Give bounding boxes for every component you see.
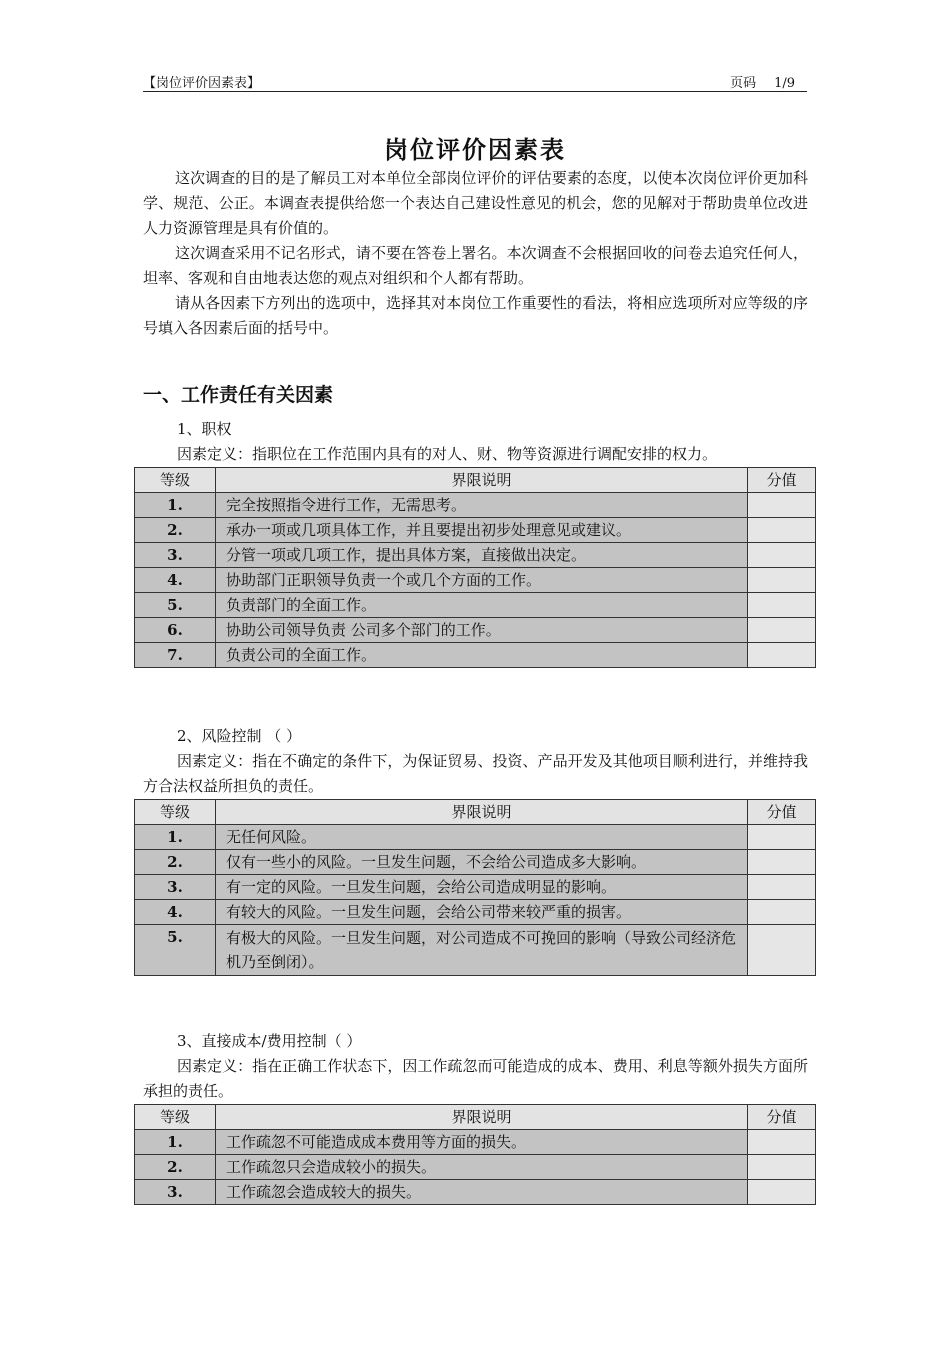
intro-paragraph: 这次调查的目的是了解员工对本单位全部岗位评价的评估要素的态度，以使本次岗位评价更加科学、规范、公正。本调查表提供给您一个表达自己建设性意见的机会，您的见解对于帮助贵单位改进人力资源管理是具有价值的。 [143, 169, 808, 237]
grade-cell: 2. [135, 1155, 216, 1180]
table-row [135, 1130, 816, 1155]
intro-paragraph: 请从各因素下方列出的选项中，选择其对本岗位工作重要性的看法，将相应选项所对应等级的序号填入各因素后面的括号中。 [143, 294, 808, 337]
desc-cell: 有极大的风险。一旦发生问题，对公司造成不可挽回的影响（导致公司经济危机乃至倒闭）。 [216, 925, 748, 976]
header-grade: 等级 [135, 800, 216, 825]
grade-cell: 5. [135, 593, 216, 618]
grade-cell: 4. [135, 568, 216, 593]
table-row [135, 875, 816, 900]
score-cell[interactable] [748, 1130, 816, 1155]
factor-name: 3、直接成本/费用控制（ ） [177, 1032, 362, 1050]
desc-cell: 协助公司领导负责 公司多个部门的工作。 [216, 618, 748, 643]
header-desc: 界限说明 [216, 468, 748, 493]
table-row [135, 900, 816, 925]
score-cell[interactable] [748, 518, 816, 543]
desc-cell: 承办一项或几项具体工作，并且要提出初步处理意见或建议。 [216, 518, 748, 543]
score-cell[interactable] [748, 925, 816, 976]
doc-name: 【岗位评价因素表】 [143, 76, 261, 91]
score-cell[interactable] [748, 593, 816, 618]
desc-cell: 工作疏忽会造成较大的损失。 [216, 1180, 748, 1205]
grade-cell: 3. [135, 543, 216, 568]
table-row [135, 568, 816, 593]
table-header-row [135, 468, 816, 493]
desc-cell: 完全按照指令进行工作，无需思考。 [216, 493, 748, 518]
table-header-row [135, 800, 816, 825]
grade-cell: 6. [135, 618, 216, 643]
grade-cell: 2. [135, 518, 216, 543]
desc-cell: 分管一项或几项工作，提出具体方案，直接做出决定。 [216, 543, 748, 568]
intro-text [143, 166, 808, 341]
table-row [135, 643, 816, 668]
table-header-row [135, 1105, 816, 1130]
header-desc: 界限说明 [216, 800, 748, 825]
table-row [135, 1155, 816, 1180]
score-cell[interactable] [748, 1155, 816, 1180]
factor-direct-cost-control [143, 1029, 808, 1104]
score-cell[interactable] [748, 900, 816, 925]
table-row [135, 593, 816, 618]
factor-risk-control [143, 724, 808, 799]
desc-cell: 无任何风险。 [216, 825, 748, 850]
desc-cell: 负责部门的全面工作。 [216, 593, 748, 618]
factor-definition: 因素定义：指职位在工作范围内具有的对人、财、物等资源进行调配安排的权力。 [177, 445, 718, 463]
table-row [135, 618, 816, 643]
grade-cell: 2. [135, 850, 216, 875]
grade-cell: 3. [135, 875, 216, 900]
page-header [143, 70, 807, 92]
score-cell[interactable] [748, 643, 816, 668]
table-row [135, 1180, 816, 1205]
table-row [135, 518, 816, 543]
grade-cell: 4. [135, 900, 216, 925]
grade-cell: 1. [135, 825, 216, 850]
desc-cell: 有一定的风险。一旦发生问题，会给公司造成明显的影响。 [216, 875, 748, 900]
desc-cell: 负责公司的全面工作。 [216, 643, 748, 668]
intro-paragraph: 这次调查采用不记名形式，请不要在答卷上署名。本次调查不会根据回收的问卷去追究任何人，坦率、客观和自由地表达您的观点对组织和个人都有帮助。 [143, 244, 808, 287]
page-label: 页码 [730, 76, 757, 91]
grade-table-direct-cost-control [134, 1104, 816, 1205]
factor-name: 1、职权 [177, 420, 232, 438]
header-grade: 等级 [135, 468, 216, 493]
factor-definition: 因素定义：指在不确定的条件下，为保证贸易、投资、产品开发及其他项目顺利进行，并维持我方合法权益所担负的责任。 [143, 752, 808, 795]
grade-table-risk-control [134, 799, 816, 976]
factor-name: 2、风险控制 （ ） [177, 727, 302, 745]
header-grade: 等级 [135, 1105, 216, 1130]
page-indicator [712, 72, 795, 91]
table-row [135, 925, 816, 976]
page-title: 岗位评价因素表 [384, 136, 566, 164]
header-score: 分值 [748, 468, 816, 493]
desc-cell: 工作疏忽不可能造成成本费用等方面的损失。 [216, 1130, 748, 1155]
table-row [135, 825, 816, 850]
grade-cell: 1. [135, 1130, 216, 1155]
header-score: 分值 [748, 800, 816, 825]
grade-cell: 3. [135, 1180, 216, 1205]
header-desc: 界限说明 [216, 1105, 748, 1130]
score-cell[interactable] [748, 850, 816, 875]
factor-definition: 因素定义：指在正确工作状态下，因工作疏忽而可能造成的成本、费用、利息等额外损失方面所承担的责任。 [143, 1057, 808, 1100]
score-cell[interactable] [748, 493, 816, 518]
grade-table-authority [134, 467, 816, 668]
table-row [135, 543, 816, 568]
page-number: 1/9 [774, 76, 795, 91]
desc-cell: 仅有一些小的风险。一旦发生问题，不会给公司造成多大影响。 [216, 850, 748, 875]
desc-cell: 有较大的风险。一旦发生问题，会给公司带来较严重的损害。 [216, 900, 748, 925]
score-cell[interactable] [748, 618, 816, 643]
desc-cell: 工作疏忽只会造成较小的损失。 [216, 1155, 748, 1180]
header-score: 分值 [748, 1105, 816, 1130]
desc-cell: 协助部门正职领导负责一个或几个方面的工作。 [216, 568, 748, 593]
grade-cell: 5. [135, 925, 216, 976]
table-row [135, 850, 816, 875]
score-cell[interactable] [748, 825, 816, 850]
section-title: 一、工作责任有关因素 [143, 384, 334, 406]
grade-cell: 1. [135, 493, 216, 518]
score-cell[interactable] [748, 875, 816, 900]
factor-authority [143, 417, 808, 467]
score-cell[interactable] [748, 568, 816, 593]
grade-cell: 7. [135, 643, 216, 668]
score-cell[interactable] [748, 543, 816, 568]
table-row [135, 493, 816, 518]
score-cell[interactable] [748, 1180, 816, 1205]
